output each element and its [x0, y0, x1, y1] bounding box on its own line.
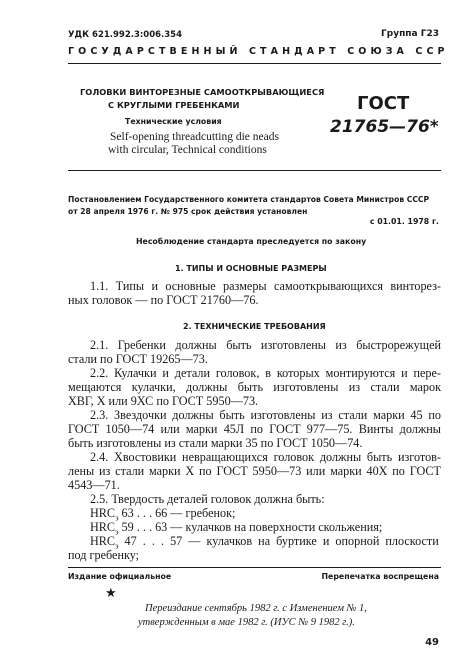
para-2-4-line1: 2.4. Хвостовики невращающихся головок должны быть изготов- — [90, 450, 441, 464]
hrc-subscript: э — [115, 541, 119, 551]
para-2-2-line1: 2.2. Кулачки и детали головок, в которых монтируются и пере- — [90, 366, 441, 380]
para-2-2-line3: ХВГ, Х или 9ХС по ГОСТ 5950—73. — [68, 394, 259, 408]
title-en-line1: Self-opening threadcutting die neads — [110, 131, 279, 143]
para-2-1-line2: стали по ГОСТ 19265—73. — [68, 352, 208, 366]
hardness-text: 47 . . . 57 — кулачков на буртике и опорной плоскости — [118, 534, 439, 548]
hrc-symbol: HRC — [90, 520, 116, 534]
decree-line1: Постановлением Государственного комитета стандартов Совета Министров СССР — [68, 195, 430, 204]
decree-line2: от 28 апреля 1976 г. № 975 срок действия установлен — [68, 207, 308, 216]
para-2-3-line3: быть изготовлены из стали марки 35 по ГОСТ 1050—74. — [68, 436, 363, 450]
state-standard-banner: ГОСУДАРСТВЕННЫЙ СТАНДАРТ СОЮЗА ССР — [68, 46, 449, 57]
title-rule — [68, 170, 441, 171]
para-2-5-line1: 2.5. Твердость деталей головок должна быть: — [90, 492, 325, 506]
para-2-4-line2: лены из стали марки Х по ГОСТ 5950—73 или марки 40Х по ГОСТ — [68, 464, 441, 478]
hrc-subscript: э — [115, 513, 119, 523]
gost-label: ГОСТ — [357, 93, 410, 114]
star-icon: ★ — [105, 586, 117, 601]
tech-conditions: Технические условия — [125, 117, 222, 126]
hrc-symbol: HRC — [90, 534, 116, 548]
reissue-note-line1: Переиздание сентябрь 1982 г. с Изменением № 1, — [145, 603, 367, 614]
page-number: 49 — [425, 637, 439, 648]
footer-rule — [68, 567, 441, 568]
official-edition: Издание официальное — [68, 572, 172, 581]
reissue-note-line2: утвержденным в мае 1982 г. (ИУС № 9 1982 г.). — [138, 617, 355, 628]
udk-code: УДК 621.992.3:006.354 — [68, 30, 183, 40]
title-en-line2: with circular, Technical conditions — [108, 144, 267, 156]
para-2-3-line1: 2.3. Звездочки должны быть изготовлены из стали марки 45 по — [90, 408, 441, 422]
para-2-2-line2: мещаются кулачки, должны быть изготовлены из стали марок — [68, 380, 441, 394]
hrc-symbol: HRC — [90, 506, 116, 520]
hrc-subscript: э — [115, 527, 119, 537]
hardness-text: 59 . . . 63 — кулачков на поверхности скольжения; — [118, 520, 383, 534]
section2-heading: 2. ТЕХНИЧЕСКИЕ ТРЕБОВАНИЯ — [183, 322, 326, 331]
hardness-item-3-line2: под гребенку; — [68, 548, 140, 562]
hardness-item-3 — [90, 535, 441, 553]
para-1-1-line1: 1.1. Типы и основные размеры самооткрывающихся винторез- — [90, 279, 441, 293]
law-warning: Несоблюдение стандарта преследуется по закону — [136, 237, 367, 246]
classification-group: Группа Г23 — [381, 29, 439, 39]
title-ru-line2: С КРУГЛЫМИ ГРЕБЕНКАМИ — [108, 100, 240, 110]
para-2-1-line1: 2.1. Гребенки должны быть изготовлены из быстрорежущей — [90, 338, 441, 352]
para-2-4-line3: 4543—71. — [68, 478, 120, 492]
header-rule — [68, 63, 441, 64]
para-1-1-line2: ных головок — по ГОСТ 21760—76. — [68, 293, 259, 307]
title-ru-line1: ГОЛОВКИ ВИНТОРЕЗНЫЕ САМООТКРЫВАЮЩИЕСЯ — [80, 87, 325, 97]
section1-heading: 1. ТИПЫ И ОСНОВНЫЕ РАЗМЕРЫ — [175, 264, 327, 273]
effective-date: с 01.01. 1978 г. — [369, 217, 439, 226]
gost-number: 21765—76* — [330, 117, 439, 137]
para-2-3-line2: ГОСТ 1050—74 или марки 45Л по ГОСТ 977—75. Винты должны — [68, 422, 441, 436]
hardness-text: 63 . . . 66 — гребенок; — [118, 506, 236, 520]
reprint-prohibited: Перепечатка воспрещена — [321, 572, 439, 581]
